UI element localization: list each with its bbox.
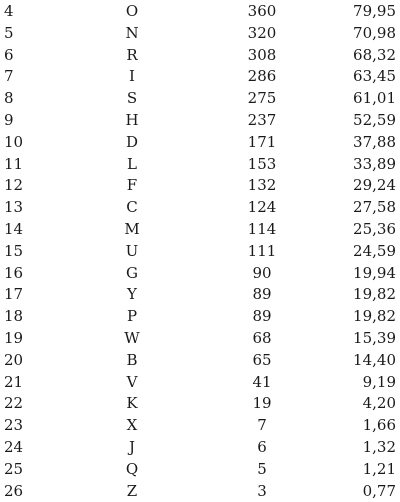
table-row: [0, 241, 400, 263]
letter-cell: I: [129, 67, 135, 86]
rank-cell: 24: [4, 437, 24, 456]
percent-cell: 61,01: [353, 89, 396, 108]
count-cell: 89: [252, 285, 272, 304]
count-cell: 7: [257, 416, 267, 435]
rank-cell: 19: [4, 328, 24, 347]
rank-cell: 12: [4, 176, 24, 195]
rank-cell: 16: [4, 263, 24, 282]
percent-cell: 52,59: [353, 110, 396, 129]
table-row: [0, 1, 400, 23]
table-row: [0, 66, 400, 88]
letter-cell: J: [128, 437, 135, 456]
table-row: [0, 263, 400, 285]
table-row: [0, 197, 400, 219]
rank-cell: 11: [4, 154, 24, 173]
rank-cell: 17: [4, 285, 24, 304]
letter-cell: C: [126, 198, 138, 217]
letter-cell: P: [126, 307, 138, 326]
count-cell: 275: [247, 89, 277, 108]
letter-cell: X: [126, 416, 138, 435]
percent-cell: 68,32: [353, 45, 396, 64]
count-cell: 153: [247, 154, 277, 173]
percent-cell: 1,32: [362, 437, 396, 456]
count-cell: 237: [247, 110, 277, 129]
percent-cell: 19,82: [353, 307, 396, 326]
table-row: [0, 154, 400, 176]
count-cell: 124: [247, 198, 277, 217]
letter-cell: M: [124, 219, 140, 238]
rank-cell: 7: [4, 67, 14, 86]
letter-cell: W: [124, 328, 140, 347]
table-row: [0, 23, 400, 45]
count-cell: 320: [247, 23, 277, 42]
letter-cell: Q: [125, 459, 139, 478]
letter-cell: N: [125, 23, 139, 42]
rank-cell: 8: [4, 89, 14, 108]
rank-cell: 10: [4, 132, 24, 151]
table-row: [0, 372, 400, 394]
count-cell: 132: [247, 176, 277, 195]
rank-cell: 13: [4, 198, 24, 217]
percent-cell: 15,39: [353, 328, 396, 347]
rank-cell: 18: [4, 307, 24, 326]
letter-cell: L: [127, 154, 137, 173]
table-row: [0, 481, 400, 502]
table-row: [0, 175, 400, 197]
letter-cell: Y: [127, 285, 137, 304]
table-row: [0, 459, 400, 481]
percent-cell: 25,36: [353, 219, 396, 238]
letter-cell: Z: [126, 481, 138, 500]
table-row: [0, 350, 400, 372]
percent-cell: 70,98: [353, 23, 396, 42]
table-row: [0, 393, 400, 415]
count-cell: 68: [252, 328, 272, 347]
rank-cell: 4: [4, 2, 14, 20]
rank-cell: 20: [4, 350, 24, 369]
percent-cell: 63,45: [353, 67, 396, 86]
percent-cell: 0,77: [362, 481, 396, 500]
table-row: [0, 328, 400, 350]
percent-cell: 33,89: [353, 154, 396, 173]
percent-cell: 1,21: [362, 459, 396, 478]
table-row: [0, 45, 400, 67]
rank-cell: 21: [4, 372, 24, 391]
table-row: [0, 306, 400, 328]
letter-cell: U: [125, 241, 139, 260]
table-row: [0, 219, 400, 241]
letter-cell: S: [126, 89, 138, 108]
count-cell: 6: [257, 437, 267, 456]
count-cell: 90: [252, 263, 272, 282]
table-row: [0, 88, 400, 110]
percent-cell: 79,95: [353, 2, 396, 20]
count-cell: 111: [247, 241, 277, 260]
percent-cell: 9,19: [362, 372, 396, 391]
letter-cell: G: [126, 263, 138, 282]
letter-cell: R: [126, 45, 138, 64]
rank-cell: 9: [4, 110, 14, 129]
rank-cell: 14: [4, 219, 24, 238]
rank-cell: 25: [4, 459, 24, 478]
count-cell: 3: [257, 481, 267, 500]
count-cell: 308: [247, 45, 277, 64]
count-cell: 41: [252, 372, 272, 391]
count-cell: 5: [257, 459, 267, 478]
percent-cell: 29,24: [353, 176, 396, 195]
count-cell: 19: [252, 394, 272, 413]
count-cell: 89: [252, 307, 272, 326]
letter-cell: K: [126, 394, 138, 413]
rank-cell: 26: [4, 481, 24, 500]
letter-cell: V: [126, 372, 138, 391]
percent-cell: 27,58: [353, 198, 396, 217]
rank-cell: 15: [4, 241, 24, 260]
percent-cell: 37,88: [353, 132, 396, 151]
count-cell: 286: [247, 67, 277, 86]
count-cell: 65: [252, 350, 272, 369]
table-row: [0, 132, 400, 154]
table-row: [0, 284, 400, 306]
letter-cell: O: [125, 2, 139, 20]
table-row: [0, 110, 400, 132]
percent-cell: 19,82: [353, 285, 396, 304]
letter-cell: H: [125, 110, 139, 129]
table-row: [0, 415, 400, 437]
letter-cell: B: [126, 350, 138, 369]
percent-cell: 19,94: [353, 263, 396, 282]
table-row: [0, 437, 400, 459]
count-cell: 171: [247, 132, 277, 151]
count-cell: 360: [247, 2, 277, 20]
count-cell: 114: [247, 219, 277, 238]
percent-cell: 4,20: [362, 394, 396, 413]
letter-cell: D: [125, 132, 139, 151]
rank-cell: 5: [4, 23, 14, 42]
percent-cell: 24,59: [353, 241, 396, 260]
percent-cell: 1,66: [362, 416, 396, 435]
percent-cell: 14,40: [353, 350, 396, 369]
letter-cell: F: [126, 176, 138, 195]
rank-cell: 6: [4, 45, 14, 64]
rank-cell: 22: [4, 394, 24, 413]
rank-cell: 23: [4, 416, 24, 435]
